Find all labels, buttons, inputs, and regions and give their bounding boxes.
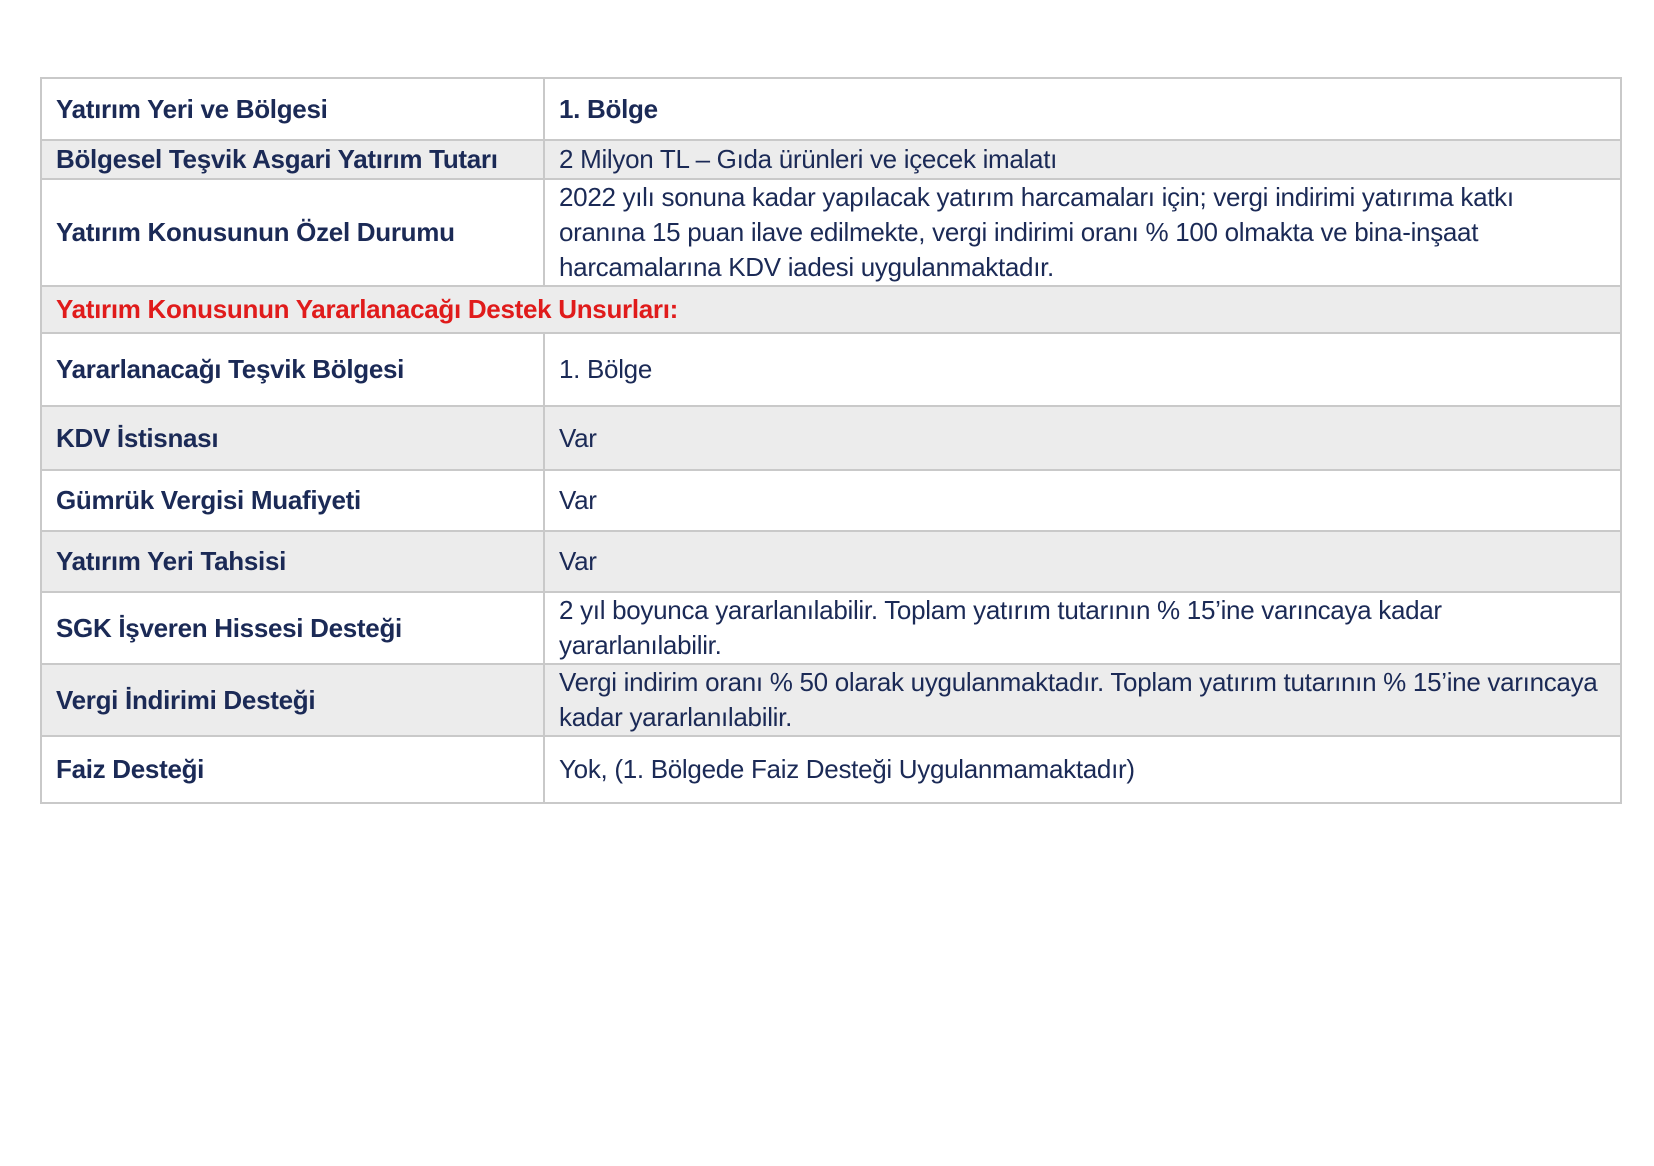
table-row-header — [41, 78, 1621, 140]
row-value: 1. Bölge — [544, 333, 1621, 406]
table-row — [41, 664, 1621, 736]
row-value: Var — [544, 406, 1621, 470]
table-row — [41, 333, 1621, 406]
table-row — [41, 531, 1621, 592]
table-row — [41, 470, 1621, 531]
table-row — [41, 179, 1621, 286]
row-value: Var — [544, 531, 1621, 592]
row-value: 2022 yılı sonuna kadar yapılacak yatırım harcamaları için; vergi indirimi yatırıma katkı oranına 15 puan ilave edilmekte, vergi indirimi oranı % 100 olmakta ve bina-inşaat harcamalarına KDV iadesi uygulanmaktadır. — [544, 179, 1621, 286]
row-label: Faiz Desteği — [41, 736, 544, 803]
row-label: Gümrük Vergisi Muafiyeti — [41, 470, 544, 531]
table-row — [41, 592, 1621, 664]
section-title: Yatırım Konusunun Yararlanacağı Destek Unsurları: — [41, 286, 1621, 333]
section-header-row — [41, 286, 1621, 333]
row-value: 2 Milyon TL – Gıda ürünleri ve içecek imalatı — [544, 140, 1621, 179]
row-label: Yatırım Yeri ve Bölgesi — [41, 78, 544, 140]
row-value: Vergi indirim oranı % 50 olarak uygulanmaktadır. Toplam yatırım tutarının % 15’ine varıncaya kadar yararlanılabilir. — [544, 664, 1621, 736]
row-label: Yararlanacağı Teşvik Bölgesi — [41, 333, 544, 406]
table-row — [41, 140, 1621, 179]
row-label: Vergi İndirimi Desteği — [41, 664, 544, 736]
row-label: Yatırım Konusunun Özel Durumu — [41, 179, 544, 286]
row-label: SGK İşveren Hissesi Desteği — [41, 592, 544, 664]
row-value: Var — [544, 470, 1621, 531]
row-value: Yok, (1. Bölgede Faiz Desteği Uygulanmamaktadır) — [544, 736, 1621, 803]
row-value: 1. Bölge — [544, 78, 1621, 140]
row-value: 2 yıl boyunca yararlanılabilir. Toplam yatırım tutarının % 15’ine varıncaya kadar yararlanılabilir. — [544, 592, 1621, 664]
incentive-table — [40, 77, 1622, 804]
row-label: KDV İstisnası — [41, 406, 544, 470]
row-label: Bölgesel Teşvik Asgari Yatırım Tutarı — [41, 140, 544, 179]
row-label: Yatırım Yeri Tahsisi — [41, 531, 544, 592]
table-row — [41, 736, 1621, 803]
table-row — [41, 406, 1621, 470]
